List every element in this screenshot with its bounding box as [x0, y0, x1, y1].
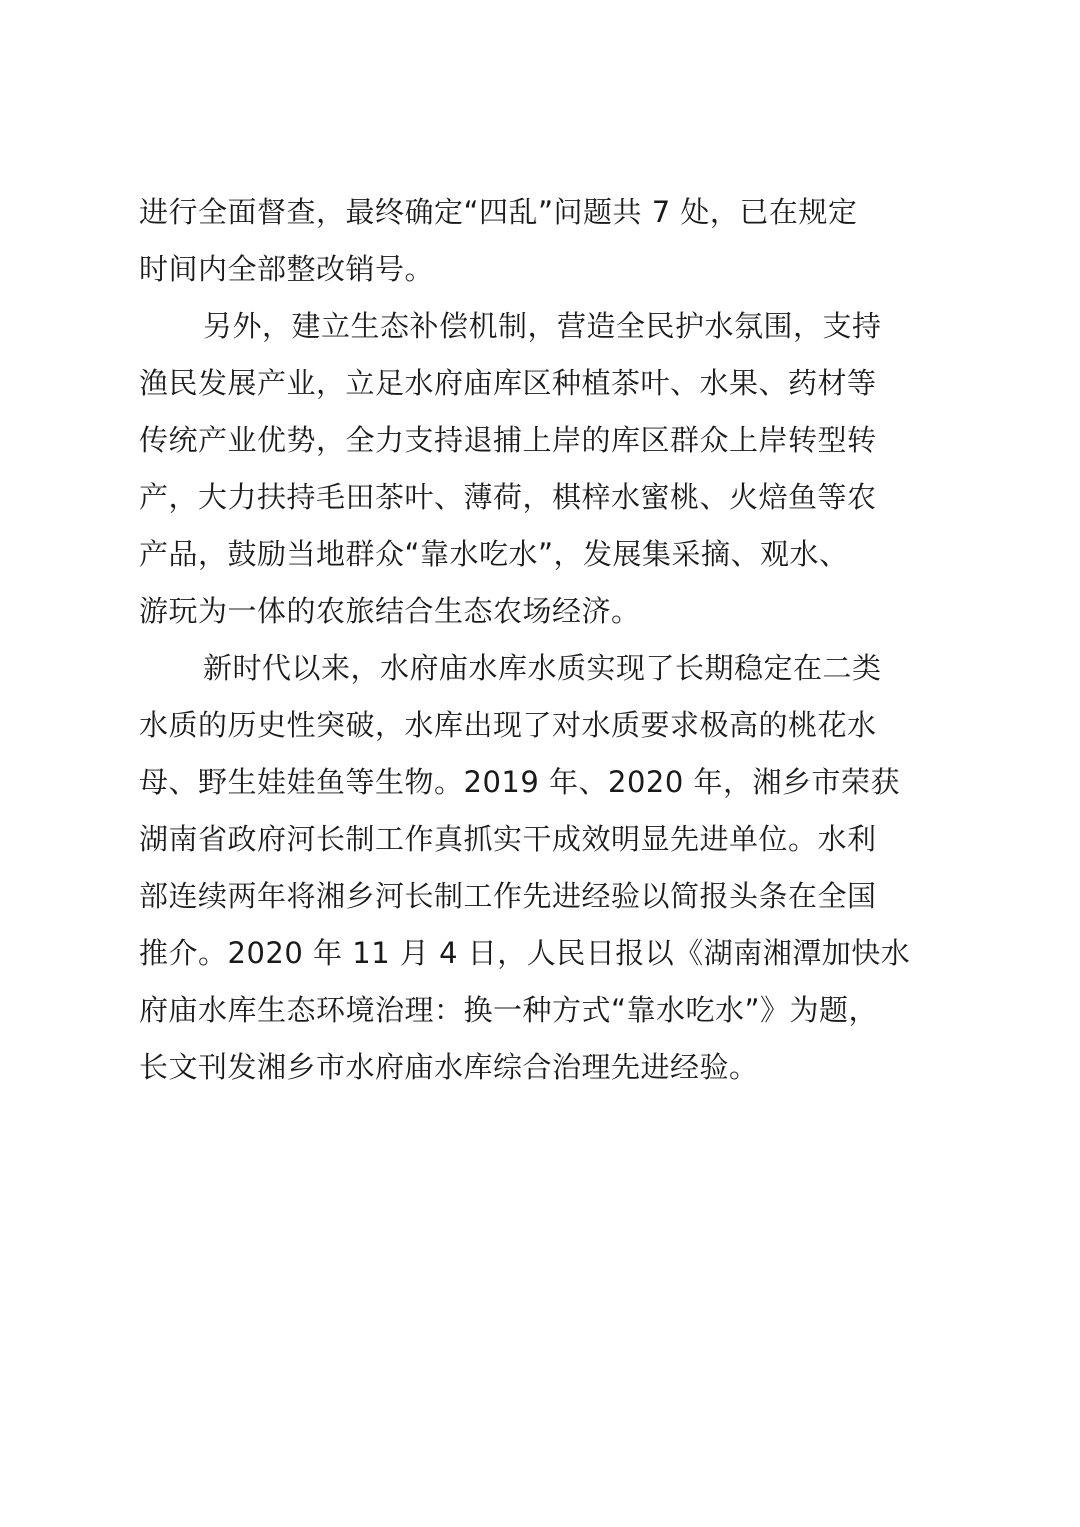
text-line: 另外，建立生态补偿机制，营造全民护水氛围，支持: [203, 309, 882, 343]
text-line: 推介。2020 年 11 月 4 日，人民日报以《湖南湘潭加快水: [139, 936, 911, 970]
text-line: 长文刊发湘乡市水府庙水库综合治理先进经验。: [139, 1050, 759, 1084]
text-line: 水质的历史性突破，水库出现了对水质要求极高的桃花水: [139, 708, 877, 742]
text-line: 部连续两年将湘乡河长制工作先进经验以简报头条在全国: [139, 879, 877, 913]
text-line: 湖南省政府河长制工作真抓实干成效明显先进单位。水利: [139, 822, 877, 856]
text-line: 游玩为一体的农旅结合生态农场经济。: [139, 594, 641, 628]
text-line: 进行全面督查，最终确定“四乱”问题共 7 处，已在规定: [139, 195, 858, 229]
text-line: 渔民发展产业，立足水府庙库区种植茶叶、水果、药材等: [139, 366, 877, 400]
paragraph: [139, 640, 939, 1096]
document-body: [139, 184, 939, 1096]
paragraph: [139, 298, 939, 640]
text-line: 新时代以来，水府庙水库水质实现了长期稳定在二类: [203, 651, 882, 685]
text-line: 时间内全部整改销号。: [139, 252, 435, 286]
text-line: 产品，鼓励当地群众“靠水吃水”，发展集采摘、观水、: [139, 537, 849, 571]
text-line: 母、野生娃娃鱼等生物。2019 年、2020 年，湘乡市荣获: [139, 765, 901, 799]
text-line: 传统产业优势，全力支持退捕上岸的库区群众上岸转型转: [139, 423, 877, 457]
paragraph: [139, 184, 939, 298]
text-line: 府庙水库生态环境治理：换一种方式“靠水吃水”》为题，: [139, 993, 879, 1027]
text-line: 产，大力扶持毛田茶叶、薄荷，棋梓水蜜桃、火焙鱼等农: [139, 480, 877, 514]
